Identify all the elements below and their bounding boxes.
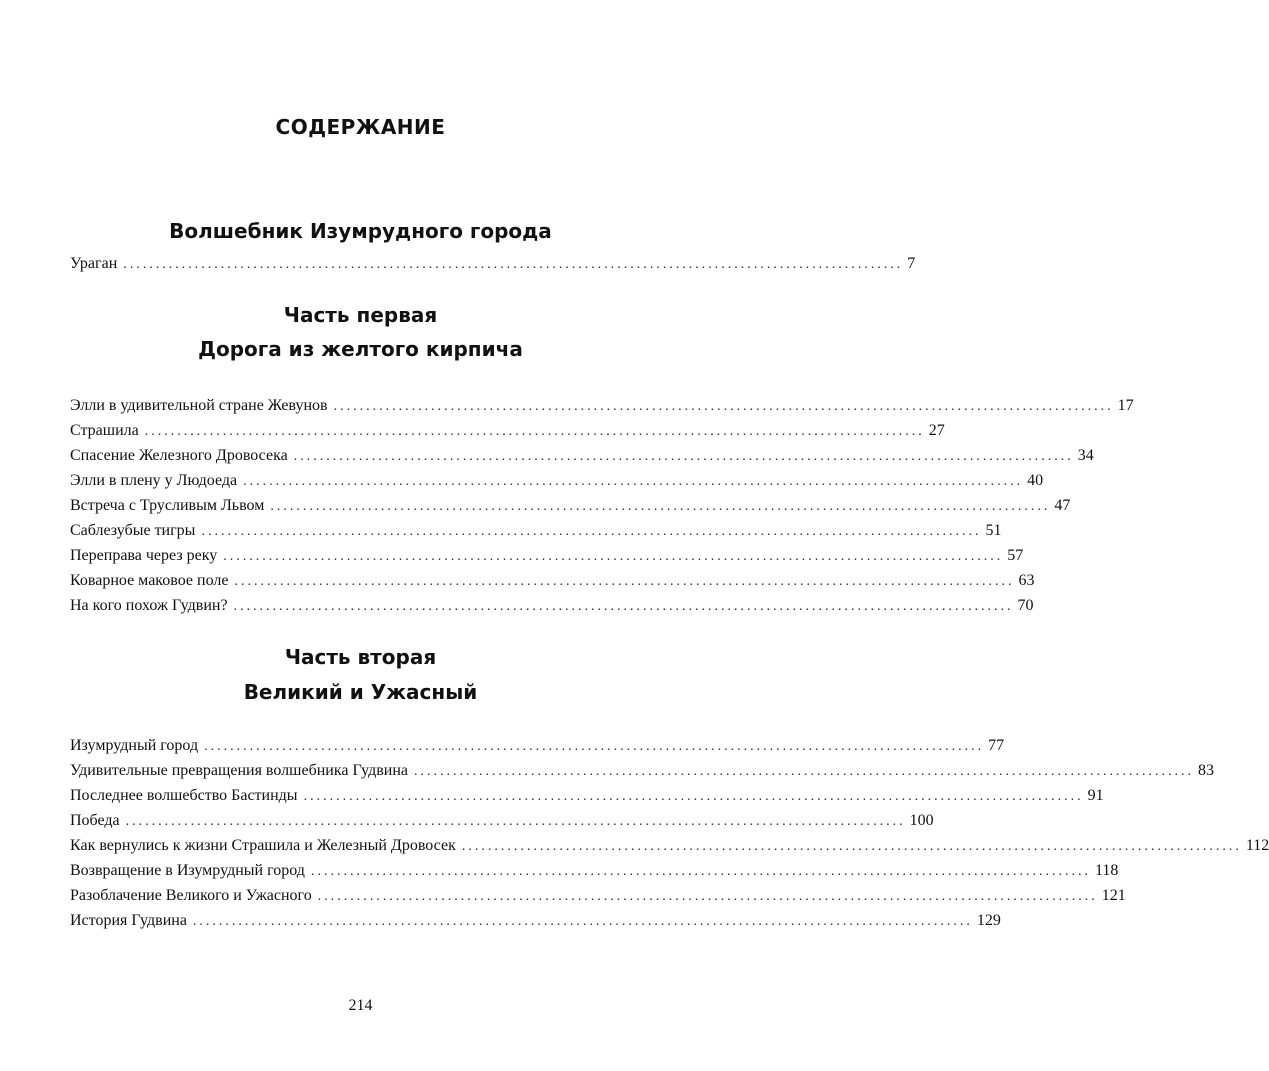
page-number: 214 (348, 997, 373, 1014)
toc-entry-title: Ураган (70, 255, 118, 272)
part2-subtitle: Великий и Ужасный (243, 680, 478, 704)
dot-leader: ........................................................................................................................ (201, 524, 982, 539)
toc-entry-title: Как вернулись к жизни Страшила и Железный Дровосек (70, 837, 456, 854)
toc-entry-title: Победа (70, 812, 120, 829)
toc-entry-page: 83 (1198, 762, 1215, 779)
dot-leader: ........................................................................................................................ (461, 839, 1242, 854)
toc-entry-title: Саблезубые тигры (70, 522, 196, 539)
toc-entry-page: 112 (1245, 837, 1269, 854)
dot-leader: ........................................................................................................................ (125, 814, 906, 829)
toc-entry-page: 7 (907, 255, 916, 272)
toc-entry-title: Возвращение в Изумрудный город (70, 862, 305, 879)
dot-leader: ........................................................................................................................ (243, 474, 1024, 489)
toc-entry-page: 121 (1101, 887, 1126, 904)
toc-entry-page: 91 (1087, 787, 1104, 804)
toc-entry-page: 40 (1027, 472, 1044, 489)
toc-entry-title: Спасение Железного Дровосека (70, 447, 288, 464)
toc-entry[interactable] (70, 858, 1119, 883)
toc-part2-list (70, 733, 1269, 933)
dot-leader: ........................................................................................................................ (310, 864, 1091, 879)
toc-entry-page: 47 (1054, 497, 1071, 514)
toc-entry-page: 51 (985, 522, 1002, 539)
toc-entry-title: На кого похож Гудвин? (70, 597, 228, 614)
toc-entry[interactable] (70, 418, 945, 443)
toc-entry[interactable] (70, 251, 916, 276)
toc-entry[interactable] (70, 733, 1005, 758)
dot-leader: ........................................................................................................................ (223, 549, 1004, 564)
toc-entry[interactable] (70, 908, 1001, 933)
toc-entry-page: 70 (1017, 597, 1034, 614)
toc-entry-title: Элли в плену у Людоеда (70, 472, 238, 489)
toc-entry[interactable] (70, 568, 1035, 593)
part1-subtitle: Дорога из желтого кирпича (198, 337, 523, 361)
toc-entry-page: 77 (988, 737, 1005, 754)
toc-entry-page: 17 (1117, 397, 1134, 414)
dot-leader: ........................................................................................................................ (204, 739, 985, 754)
toc-entry-title: История Гудвина (70, 912, 187, 929)
toc-entry[interactable] (70, 883, 1126, 908)
dot-leader: ........................................................................................................................ (303, 789, 1084, 804)
toc-prologue (70, 251, 916, 276)
toc-entry-title: Переправа через реку (70, 547, 218, 564)
toc-entry-page: 118 (1094, 862, 1119, 879)
toc-entry-title: Удивительные превращения волшебника Гудвина (70, 762, 409, 779)
toc-entry[interactable] (70, 833, 1269, 858)
toc-entry-title: Последнее волшебство Бастинды (70, 787, 298, 804)
toc-entry-page: 57 (1007, 547, 1024, 564)
dot-leader: ........................................................................................................................ (333, 399, 1114, 414)
toc-entry[interactable] (70, 518, 1002, 543)
toc-entry-title: Встреча с Трусливым Львом (70, 497, 265, 514)
dot-leader: ........................................................................................................................ (317, 889, 1098, 904)
toc-entry-page: 34 (1077, 447, 1094, 464)
toc-entry-page: 63 (1018, 572, 1035, 589)
dot-leader: ........................................................................................................................ (270, 499, 1051, 514)
toc-entry-page: 27 (928, 422, 945, 439)
dot-leader: ........................................................................................................................ (234, 574, 1015, 589)
part1-title: Часть первая (283, 303, 438, 327)
toc-entry-title: Страшила (70, 422, 139, 439)
dot-leader: ........................................................................................................................ (123, 257, 904, 272)
toc-entry-page: 129 (976, 912, 1001, 929)
dot-leader: ........................................................................................................................ (144, 424, 925, 439)
toc-entry-title: Изумрудный город (70, 737, 199, 754)
toc-entry[interactable] (70, 468, 1044, 493)
dot-leader: ........................................................................................................................ (414, 764, 1195, 779)
toc-entry[interactable] (70, 393, 1134, 418)
toc-entry-title: Разоблачение Великого и Ужасного (70, 887, 312, 904)
book-title: Волшебник Изумрудного города (169, 219, 552, 243)
toc-entry[interactable] (70, 543, 1024, 568)
toc-part1-list (70, 393, 1134, 618)
toc-entry-page: 100 (909, 812, 934, 829)
toc-entry[interactable] (70, 808, 934, 833)
toc-entry[interactable] (70, 783, 1104, 808)
toc-entry-title: Коварное маковое поле (70, 572, 229, 589)
part2-title: Часть вторая (284, 645, 437, 669)
dot-leader: ........................................................................................................................ (192, 914, 973, 929)
toc-entry[interactable] (70, 593, 1034, 618)
dot-leader: ........................................................................................................................ (293, 449, 1074, 464)
toc-entry[interactable] (70, 443, 1094, 468)
toc-entry[interactable] (70, 493, 1071, 518)
toc-entry-title: Элли в удивительной стране Жевунов (70, 397, 328, 414)
contents-title: СОДЕРЖАНИЕ (275, 115, 446, 139)
dot-leader: ........................................................................................................................ (233, 599, 1014, 614)
toc-entry[interactable] (70, 758, 1215, 783)
